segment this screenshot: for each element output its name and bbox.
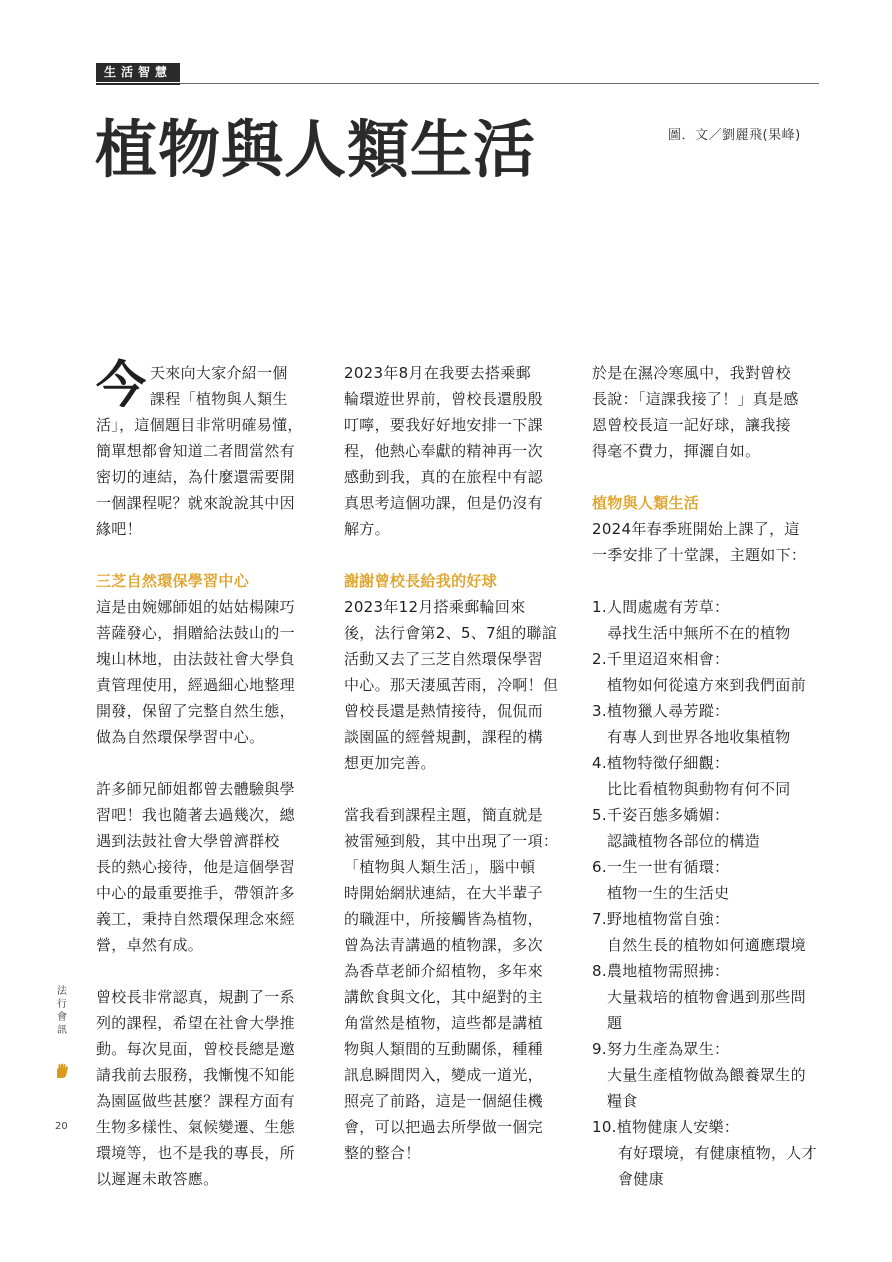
text-line: 物與人類間的互動關係，種種 xyxy=(344,1040,543,1058)
text-line: 環境等，也不是我的專長，所 xyxy=(96,1144,295,1162)
text-line: 程，他熱心奉獻的精神再一次 xyxy=(344,442,543,460)
text-line: 曾校長還是熱情接待，侃侃而 xyxy=(344,702,543,720)
text-line: 中心的最重要推手，帶領許多 xyxy=(96,884,295,902)
course-item-desc: 糧食 xyxy=(607,1092,638,1110)
course-item-title: 2.千里迢迢來相會： xyxy=(592,650,730,668)
section-tag: 生活智慧 xyxy=(96,63,180,82)
text-line: 活」，這個題目非常明確易懂， xyxy=(96,416,303,434)
text-line: 動。每次見面，曾校長總是邀 xyxy=(96,1040,295,1058)
intro-line: 天來向大家介紹一個 xyxy=(150,364,288,382)
text-line: 開發，保留了完整自然生態， xyxy=(96,702,295,720)
text-line: 生物多樣性、氣候變遷、生態 xyxy=(96,1118,295,1136)
course-item-title: 5.千姿百態多嬌媚： xyxy=(592,806,730,824)
text-line: 時開始網狀連結，在大半輩子 xyxy=(344,884,543,902)
course-item-desc: 植物一生的生活史 xyxy=(607,884,730,902)
text-line: 為園區做些甚麼？課程方面有 xyxy=(96,1092,295,1110)
course-item-title: 6.一生一世有循環： xyxy=(592,858,730,876)
header-rule-accent xyxy=(96,83,180,85)
text-line: 營，卓然有成。 xyxy=(96,936,204,954)
text-line: 請我前去服務，我慚愧不知能 xyxy=(96,1066,295,1084)
article-column-2 xyxy=(344,360,576,1166)
text-line: 照亮了前路，這是一個絕佳機 xyxy=(344,1092,543,1110)
intro-paragraph xyxy=(96,355,324,542)
course-item-desc: 比比看植物與動物有何不同 xyxy=(607,780,791,798)
header-rule xyxy=(180,83,819,84)
text-line: 做為自然環保學習中心。 xyxy=(96,728,265,746)
course-item-desc: 自然生長的植物如何適應環境 xyxy=(607,936,806,954)
text-line: 感動到我，真的在旅程中有認 xyxy=(344,468,543,486)
text-line: 2023年12月搭乘郵輪回來 xyxy=(344,598,526,616)
section-heading: 植物與人類生活 xyxy=(592,494,700,512)
course-item-desc: 尋找生活中無所不在的植物 xyxy=(607,624,791,642)
text-line: 恩曾校長這一記好球，讓我接 xyxy=(592,416,791,434)
text-line: 得毫不費力，揮灑自如。 xyxy=(592,442,761,460)
text-line: 輪環遊世界前，曾校長還殷殷 xyxy=(344,390,543,408)
text-line: 長的熱心接待，他是這個學習 xyxy=(96,858,295,876)
article-column-3 xyxy=(592,360,820,1192)
text-line: 這是由婉娜師姐的姑姑楊陳巧 xyxy=(96,598,295,616)
course-item-desc: 認識植物各部位的構造 xyxy=(607,832,761,850)
section-heading: 三芝自然環保學習中心 xyxy=(96,572,250,590)
text-line: 整的整合！ xyxy=(344,1144,421,1162)
article-title: 植物與人類生活 xyxy=(95,113,537,186)
course-item-desc: 有好環境，有健康植物，人才 xyxy=(618,1144,817,1162)
text-line: 義工，秉持自然環保理念來經 xyxy=(96,910,295,928)
text-line: 許多師兄師姐都曾去體驗與學 xyxy=(96,780,295,798)
section-heading: 謝謝曾校長給我的好球 xyxy=(344,572,498,590)
text-line: 一季安排了十堂課，主題如下： xyxy=(592,546,807,564)
text-line: 緣吧！ xyxy=(96,520,142,538)
text-line: 2023年8月在我要去搭乘郵 xyxy=(344,364,531,382)
text-line: 曾為法青講過的植物課，多次 xyxy=(344,936,543,954)
text-line: 菩薩發心，捐贈給法鼓山的一 xyxy=(96,624,295,642)
text-line: 「植物與人類生活」，腦中頓 xyxy=(344,858,536,876)
text-line: 塊山林地，由法鼓社會大學負 xyxy=(96,650,295,668)
page-number: 20 xyxy=(55,1121,68,1132)
text-line: 角當然是植物，這些都是講植 xyxy=(344,1014,543,1032)
text-line: 長說：「這課我接了！」真是感 xyxy=(592,390,799,408)
article-byline: 圖．文／劉麗飛(果峰) xyxy=(668,128,801,143)
course-item-title: 4.植物特徵仔細觀： xyxy=(592,754,730,772)
text-line: 以遲遲未敢答應。 xyxy=(96,1170,219,1188)
text-line: 密切的連結，為什麼還需要開 xyxy=(96,468,295,486)
text-line: 會，可以把過去所學做一個完 xyxy=(344,1118,543,1136)
text-line: 責管理使用，經過細心地整理 xyxy=(96,676,295,694)
text-line: 中心。那天淒風苦雨，冷啊！但 xyxy=(344,676,559,694)
text-line: 談園區的經營規劃，課程的構 xyxy=(344,728,543,746)
course-item-desc: 有專人到世界各地收集植物 xyxy=(607,728,791,746)
magazine-name: 法 行 會 訊 xyxy=(57,986,67,1036)
course-item-desc: 大量栽培的植物會遇到那些問題 xyxy=(607,988,806,1032)
text-line: 簡單想都會知道二者間當然有 xyxy=(96,442,295,460)
course-item-title: 8.農地植物需照拂： xyxy=(592,962,730,980)
text-line: 列的課程，希望在社會大學推 xyxy=(96,1014,295,1032)
course-item-desc: 植物如何從遠方來到我們面前 xyxy=(607,676,806,694)
course-item-title: 9.努力生產為眾生： xyxy=(592,1040,730,1058)
course-item-title: 10.植物健康人安樂： xyxy=(592,1118,740,1136)
text-line: 習吧！我也隨著去過幾次，總 xyxy=(96,806,295,824)
course-item-title: 7.野地植物當自強： xyxy=(592,910,730,928)
text-line: 想更加完善。 xyxy=(344,754,436,772)
article-column-1 xyxy=(96,355,324,1192)
text-line: 活動又去了三芝自然環保學習 xyxy=(344,650,543,668)
text-line: 解方。 xyxy=(344,520,390,538)
text-line: 2024年春季班開始上課了，這 xyxy=(592,520,800,538)
text-line: 真思考這個功課，但是仍沒有 xyxy=(344,494,543,512)
drop-cap: 今 xyxy=(96,355,147,414)
course-item-title: 3.植物獵人尋芳蹤： xyxy=(592,702,730,720)
text-line: 後，法行會第2、5、7組的聯誼 xyxy=(344,624,558,642)
text-line: 於是在濕冷寒風中，我對曾校 xyxy=(592,364,791,382)
intro-line: 課程「植物與人類生 xyxy=(150,390,288,408)
text-line: 訊息瞬間閃入，變成一道光， xyxy=(344,1066,543,1084)
text-line: 為香草老師介紹植物，多年來 xyxy=(344,962,543,980)
text-line: 曾校長非常認真，規劃了一系 xyxy=(96,988,295,1006)
text-line: 一個課程呢？就來說說其中因 xyxy=(96,494,295,512)
course-item-desc: 大量生產植物做為餵養眾生的 xyxy=(607,1066,806,1084)
course-item-title: 1.人間處處有芳草： xyxy=(592,598,730,616)
text-line: 當我看到課程主題，簡直就是 xyxy=(344,806,543,824)
hand-logo-icon xyxy=(54,1063,70,1081)
text-line: 被雷殛到般，其中出現了一項： xyxy=(344,832,559,850)
course-item-desc: 會健康 xyxy=(618,1170,664,1188)
text-line: 遇到法鼓社會大學曾濟群校 xyxy=(96,832,280,850)
text-line: 叮嚀，要我好好地安排一下課 xyxy=(344,416,543,434)
text-line: 的職涯中，所接觸皆為植物， xyxy=(344,910,543,928)
text-line: 講飲食與文化，其中絕對的主 xyxy=(344,988,543,1006)
